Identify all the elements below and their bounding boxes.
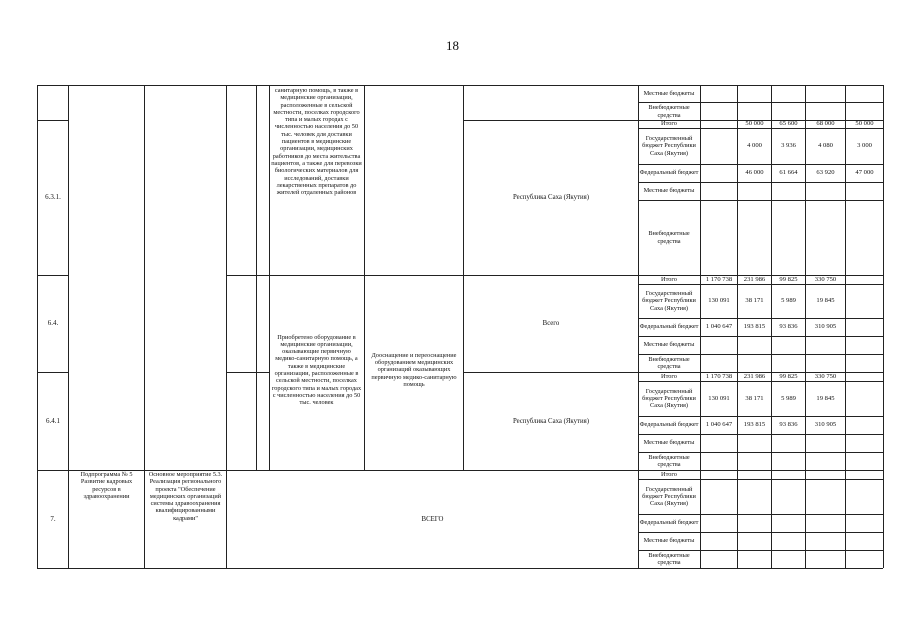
source-label: Итого xyxy=(661,372,677,380)
description-cell: Приобретено оборудование в медицинские организации, оказывающие первичную медико-санитарную помощь, а также в медицинские организации, расположенные в сельской местности, поселках городского типа и малых городах с численностью населения до 50 тыс. человек xyxy=(271,333,362,407)
row-number: 6.4.1 xyxy=(46,416,60,425)
result-cell: Дооснащение и переоснащение оборудованием медицинских организаций оказывающих первичную медико-санитарную помощь xyxy=(371,351,457,388)
table-col-line xyxy=(256,85,257,470)
value-cell: 99 825 xyxy=(779,372,798,380)
executor-cell: Республика Саха (Якутия) xyxy=(512,417,590,425)
value-cell: 4 080 xyxy=(818,142,833,149)
value-cell: 231 986 xyxy=(743,372,766,380)
value-cell: 19 845 xyxy=(816,394,835,402)
row-separator xyxy=(364,275,463,276)
source-label: Местные бюджеты xyxy=(643,187,695,195)
source-label: Местные бюджеты xyxy=(643,90,695,98)
row-separator xyxy=(226,275,270,276)
value-cell: 3 000 xyxy=(857,142,872,149)
value-cell: 19 845 xyxy=(816,297,835,304)
value-cell: 68 000 xyxy=(816,120,835,127)
value-cell: 5 989 xyxy=(781,297,796,304)
row-number: 6.3.1. xyxy=(45,193,61,202)
source-label: Итого xyxy=(661,120,677,128)
executor-cell: Всего xyxy=(542,320,560,328)
table-col-line xyxy=(68,85,69,568)
description-continuation: санитарную помощь, в также в медицинские организации, расположенные в сельской местности, поселках городского типа и малых городах с численностью населения до 50 тыс. человек для доставки пациентов в медицинские организации, медицинских работников до места жительства пациентов, а также для перевозки биологических материалов для исследований, доставки лекарственных препаратов до жителей отдаленных районов xyxy=(271,87,362,197)
main-event-cell: Основное мероприятие 5.3. Реализация регионального проекта "Обеспечение медицинских организаций системы здравоохранения квалифицированными кадрами" xyxy=(148,471,223,522)
value-cell: 1 040 647 xyxy=(705,323,733,330)
page-number: 18 xyxy=(446,38,459,53)
source-label: Государственный бюджет Республики Саха (Якутия) xyxy=(642,387,696,410)
table-col-line xyxy=(144,85,145,568)
source-label: Внебюджетные средства xyxy=(648,104,690,119)
source-label: Местные бюджеты xyxy=(643,439,695,447)
value-cell: 65 600 xyxy=(779,120,798,127)
table-border-top xyxy=(37,85,883,86)
table-border-bottom xyxy=(37,568,883,569)
value-cell: 50 000 xyxy=(745,120,764,127)
table-col-line xyxy=(269,85,270,470)
value-cell: 130 091 xyxy=(708,297,730,304)
value-cell: 3 936 xyxy=(781,142,796,149)
source-label: Внебюджетные средства xyxy=(648,355,690,370)
value-cell: 61 664 xyxy=(779,169,798,176)
row-number: 6.4. xyxy=(47,319,59,328)
value-cell: 310 905 xyxy=(814,323,837,330)
value-cell: 310 905 xyxy=(814,421,837,428)
value-cell: 330 750 xyxy=(814,275,837,283)
row-separator xyxy=(226,372,270,373)
value-cell: 93 836 xyxy=(779,323,798,330)
source-label: Местные бюджеты xyxy=(643,341,695,349)
source-label: Внебюджетные средства xyxy=(648,453,690,468)
value-cell: 1 040 647 xyxy=(705,421,733,428)
value-cell: 50 000 xyxy=(855,120,874,127)
value-cell: 1 170 738 xyxy=(705,275,733,283)
value-cell: 4 000 xyxy=(747,142,762,149)
value-cell: 193 815 xyxy=(743,421,766,428)
value-cell: 99 825 xyxy=(779,275,798,283)
subprogram-cell: Подпрограмма № 5 Развитие кадровых ресурсов в здравоохранении xyxy=(80,471,133,500)
source-label: Федеральный бюджет xyxy=(639,421,699,429)
source-label: Государственный бюджет Республики Саха (Якутия) xyxy=(642,485,696,508)
value-cell: 47 000 xyxy=(855,169,874,176)
source-label: Федеральный бюджет xyxy=(639,323,699,331)
value-cell: 38 171 xyxy=(745,297,764,304)
table-border-right xyxy=(883,85,884,568)
table-col-line xyxy=(364,85,365,470)
value-cell: 93 836 xyxy=(779,421,798,428)
value-cell: 5 989 xyxy=(781,394,796,402)
source-label: Федеральный бюджет xyxy=(639,169,699,177)
executor-cell: Республика Саха (Якутия) xyxy=(512,194,590,202)
value-cell: 231 986 xyxy=(743,275,766,283)
value-cell: 63 920 xyxy=(816,169,835,176)
row-number: 7. xyxy=(50,514,56,523)
value-cell: 130 091 xyxy=(708,394,730,402)
source-label: Внебюджетные средства xyxy=(648,551,690,566)
executor-cell: ВСЕГО xyxy=(421,515,444,523)
source-label: Итого xyxy=(661,470,677,478)
value-cell: 46 000 xyxy=(745,169,764,176)
value-cell: 193 815 xyxy=(743,323,766,330)
source-label: Государственный бюджет Республики Саха (Якутия) xyxy=(642,290,696,312)
source-label: Итого xyxy=(661,275,677,283)
value-cell: 1 170 738 xyxy=(705,372,733,380)
value-cell: 38 171 xyxy=(745,394,764,402)
row-separator xyxy=(269,275,364,276)
source-label: Внебюджетные средства xyxy=(648,230,690,245)
value-cell: 330 750 xyxy=(814,372,837,380)
source-label: Государственный бюджет Республики Саха (Якутия) xyxy=(642,135,696,157)
source-label: Местные бюджеты xyxy=(643,537,695,545)
source-label: Федеральный бюджет xyxy=(639,519,699,527)
